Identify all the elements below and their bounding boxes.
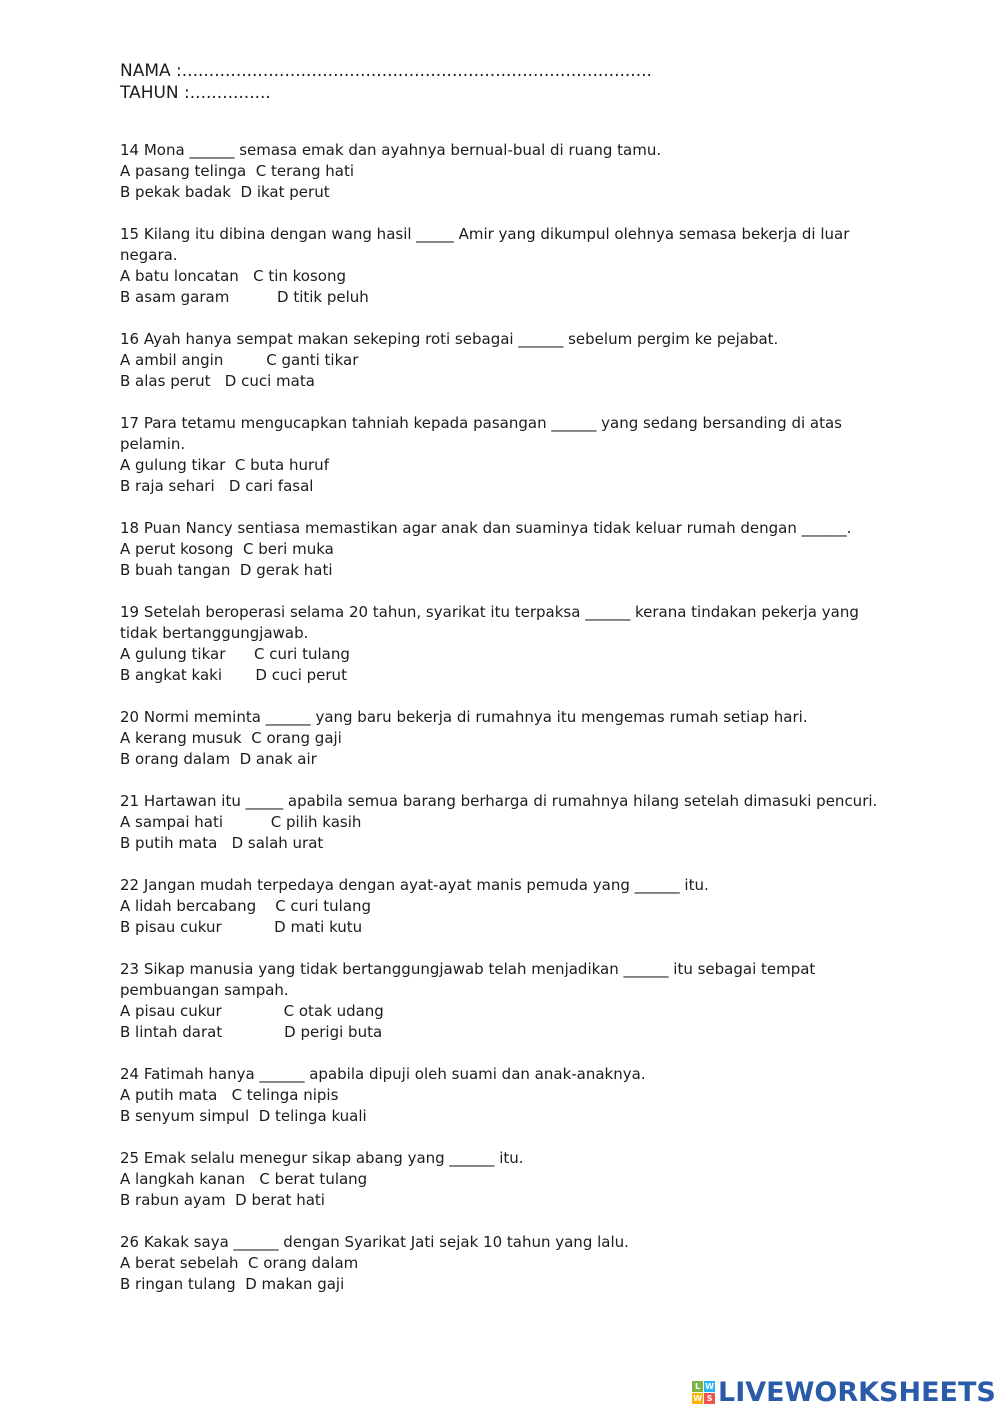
question-item bbox=[120, 602, 890, 686]
logo-icon bbox=[692, 1381, 715, 1404]
answer-options-row-1: A lidah bercabang C curi tulang bbox=[120, 897, 372, 915]
logo-square: W bbox=[693, 1393, 702, 1403]
question-text: 17 Para tetamu mengucapkan tahniah kepada pasangan ______ yang sedang bersanding di atas pelamin. bbox=[120, 414, 842, 453]
question-text: 14 Mona ______ semasa emak dan ayahnya bernual-bual di ruang tamu. bbox=[120, 141, 662, 159]
answer-options-row-1: A gulung tikar C curi tulang bbox=[120, 645, 350, 663]
answer-options-row-2: B asam garam D titik peluh bbox=[120, 288, 369, 306]
logo-text: LIVEWORKSHEETS bbox=[718, 1376, 996, 1408]
answer-options-row-1: A gulung tikar C buta huruf bbox=[120, 456, 329, 474]
question-item bbox=[120, 1064, 890, 1127]
question-item bbox=[120, 1148, 890, 1211]
year-field: TAHUN :............... bbox=[120, 83, 271, 103]
answer-options-row-2: B rabun ayam D berat hati bbox=[120, 1191, 325, 1209]
question-item bbox=[120, 959, 890, 1043]
answer-options-row-2: B angkat kaki D cuci perut bbox=[120, 666, 347, 684]
answer-options-row-1: A pisau cukur C otak udang bbox=[120, 1002, 384, 1020]
question-text: 18 Puan Nancy sentiasa memastikan agar anak dan suaminya tidak keluar rumah dengan ______. bbox=[120, 519, 852, 537]
answer-options-row-1: A perut kosong C beri muka bbox=[120, 540, 334, 558]
question-item bbox=[120, 224, 890, 308]
answer-options-row-2: B pisau cukur D mati kutu bbox=[120, 918, 363, 936]
question-text: 24 Fatimah hanya ______ apabila dipuji oleh suami dan anak-anaknya. bbox=[120, 1065, 646, 1083]
question-text: 23 Sikap manusia yang tidak bertanggungjawab telah menjadikan ______ itu sebagai tempat pembuangan sampah. bbox=[120, 960, 816, 999]
answer-options-row-2: B buah tangan D gerak hati bbox=[120, 561, 333, 579]
question-item bbox=[120, 1232, 890, 1295]
question-text: 21 Hartawan itu _____ apabila semua barang berharga di rumahnya hilang setelah dimasuki pencuri. bbox=[120, 792, 878, 810]
answer-options-row-1: A sampai hati C pilih kasih bbox=[120, 813, 362, 831]
logo-square: W bbox=[705, 1381, 714, 1391]
answer-options-row-2: B putih mata D salah urat bbox=[120, 834, 324, 852]
question-text: 16 Ayah hanya sempat makan sekeping roti sebagai ______ sebelum pergim ke pejabat. bbox=[120, 330, 779, 348]
answer-options-row-2: B orang dalam D anak air bbox=[120, 750, 317, 768]
logo-square: L bbox=[692, 1381, 703, 1392]
question-item bbox=[120, 518, 890, 581]
question-item bbox=[120, 791, 890, 854]
answer-options-row-1: A putih mata C telinga nipis bbox=[120, 1086, 339, 1104]
answer-options-row-1: A pasang telinga C terang hati bbox=[120, 162, 355, 180]
name-field: NAMA :....................................................................................... bbox=[120, 61, 652, 81]
answer-options-row-2: B lintah darat D perigi buta bbox=[120, 1023, 383, 1041]
question-list bbox=[120, 140, 890, 1316]
answer-options-row-2: B raja sehari D cari fasal bbox=[120, 477, 314, 495]
answer-options-row-2: B alas perut D cuci mata bbox=[120, 372, 315, 390]
answer-options-row-1: A batu loncatan C tin kosong bbox=[120, 267, 346, 285]
question-text: 25 Emak selalu menegur sikap abang yang ______ itu. bbox=[120, 1149, 524, 1167]
question-item bbox=[120, 140, 890, 203]
question-text: 22 Jangan mudah terpedaya dengan ayat-ayat manis pemuda yang ______ itu. bbox=[120, 876, 709, 894]
question-item bbox=[120, 413, 890, 497]
answer-options-row-2: B ringan tulang D makan gaji bbox=[120, 1275, 345, 1293]
answer-options-row-1: A langkah kanan C berat tulang bbox=[120, 1170, 368, 1188]
question-text: 26 Kakak saya ______ dengan Syarikat Jati sejak 10 tahun yang lalu. bbox=[120, 1233, 629, 1251]
question-item bbox=[120, 875, 890, 938]
logo-square: S bbox=[704, 1393, 715, 1404]
student-info-header bbox=[120, 60, 652, 104]
question-text: 15 Kilang itu dibina dengan wang hasil _____ Amir yang dikumpul olehnya semasa bekerja di luar negara. bbox=[120, 225, 850, 264]
liveworksheets-logo bbox=[692, 1376, 996, 1408]
question-text: 20 Normi meminta ______ yang baru bekerja di rumahnya itu mengemas rumah setiap hari. bbox=[120, 708, 808, 726]
answer-options-row-2: B senyum simpul D telinga kuali bbox=[120, 1107, 367, 1125]
answer-options-row-1: A berat sebelah C orang dalam bbox=[120, 1254, 359, 1272]
answer-options-row-1: A kerang musuk C orang gaji bbox=[120, 729, 342, 747]
question-item bbox=[120, 707, 890, 770]
answer-options-row-1: A ambil angin C ganti tikar bbox=[120, 351, 359, 369]
question-item bbox=[120, 329, 890, 392]
answer-options-row-2: B pekak badak D ikat perut bbox=[120, 183, 330, 201]
question-text: 19 Setelah beroperasi selama 20 tahun, syarikat itu terpaksa ______ kerana tindakan pekerja yang tidak bertanggungjawab. bbox=[120, 603, 859, 642]
